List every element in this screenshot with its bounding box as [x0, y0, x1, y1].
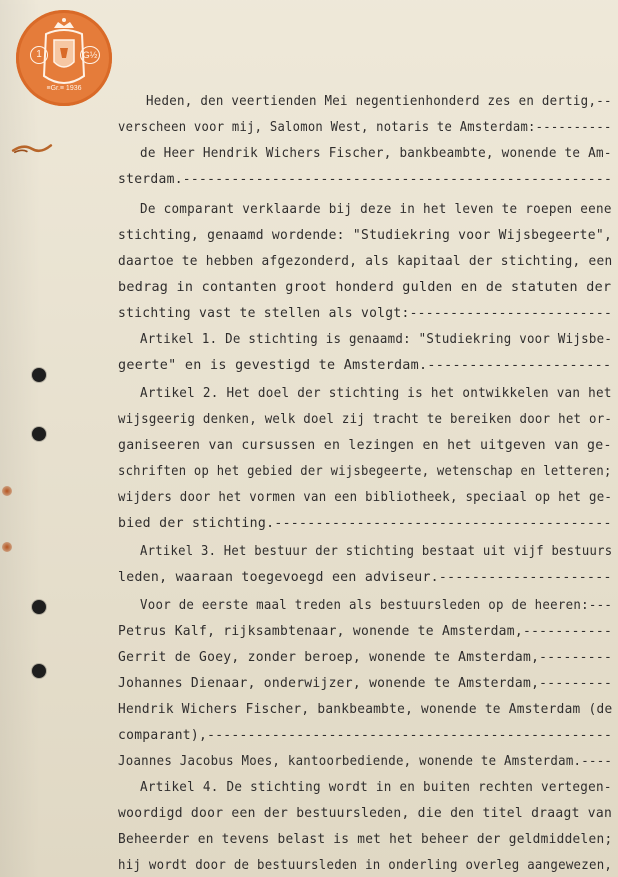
- punch-hole: [32, 664, 46, 678]
- binding-string: [8, 142, 56, 154]
- text-line: ganiseeren van cursussen en lezingen en het uitgeven van ge-: [118, 438, 612, 453]
- rust-stain: [2, 486, 12, 496]
- stamp-currency: G½: [80, 46, 100, 64]
- text-line: bedrag in contanten groot honderd gulden en de statuten der: [118, 280, 612, 295]
- text-line: daartoe te hebben afgezonderd, als kapitaal der stichting, een: [118, 254, 613, 269]
- text-line: woordigd door een der bestuursleden, die den titel draagt van: [118, 806, 613, 821]
- text-line: geerte" en is gevestigd te Amsterdam.----------------------: [118, 358, 612, 373]
- text-line: verscheen voor mij, Salomon West, notaris te Amsterdam:----------: [118, 120, 612, 135]
- text-line: stichting vast te stellen als volgt:-------------------------: [118, 306, 613, 321]
- text-line: bied der stichting.-----------------------------------------: [118, 516, 612, 531]
- text-line: hij wordt door de bestuursleden in onderling overleg aangewezen,: [118, 858, 613, 873]
- text-line: sterdam.-----------------------------------------------------: [118, 172, 613, 187]
- stamp-footer: ≡Gr.≡ 1936: [46, 85, 82, 92]
- text-line: Beheerder en tevens belast is met het beheer der geldmiddelen;: [118, 832, 613, 847]
- text-line: stichting, genaamd wordende: "Studiekring voor Wijsbegeerte",: [118, 228, 613, 243]
- text-line: comparant),--------------------------------------------------: [118, 728, 613, 743]
- text-line: Artikel 3. Het bestuur der stichting bestaat uit vijf bestuurs: [140, 544, 613, 559]
- tax-stamp: [16, 10, 112, 106]
- text-line: Hendrik Wichers Fischer, bankbeambte, wonende te Amsterdam (de: [118, 702, 613, 717]
- text-line: De comparant verklaarde bij deze in het leven te roepen eene: [140, 202, 612, 217]
- text-line: de Heer Hendrik Wichers Fischer, bankbeambte, wonende te Am-: [140, 146, 612, 161]
- text-line: schriften op het gebied der wijsbegeerte, wetenschap en letteren;: [118, 464, 612, 479]
- stamp-value: 1: [30, 46, 48, 64]
- text-line: Voor de eerste maal treden als bestuursleden op de heeren:---: [140, 598, 613, 613]
- text-line: wijsgeerig denken, welk doel zij tracht te bereiken door het or-: [118, 412, 613, 427]
- punch-hole: [32, 600, 46, 614]
- text-line: Heden, den veertienden Mei negentienhonderd zes en dertig,--: [146, 94, 612, 109]
- rust-stain: [2, 542, 12, 552]
- punch-hole: [32, 368, 46, 382]
- text-line: Gerrit de Goey, zonder beroep, wonende te Amsterdam,---------: [118, 650, 613, 665]
- punch-hole: [32, 427, 46, 441]
- text-line: Johannes Dienaar, onderwijzer, wonende te Amsterdam,---------: [118, 676, 613, 691]
- text-line: Joannes Jacobus Moes, kantoorbediende, wonende te Amsterdam.----: [118, 754, 613, 769]
- text-line: Artikel 2. Het doel der stichting is het ontwikkelen van het: [140, 386, 612, 401]
- text-line: Artikel 1. De stichting is genaamd: "Studiekring voor Wijsbe-: [140, 332, 613, 347]
- text-line: wijders door het vormen van een bibliotheek, speciaal op het ge-: [118, 490, 613, 505]
- text-line: leden, waaraan toegevoegd een adviseur.---------------------: [118, 570, 612, 585]
- text-line: Artikel 4. De stichting wordt in en buiten rechten vertegen-: [140, 780, 612, 795]
- text-line: Petrus Kalf, rijksambtenaar, wonende te Amsterdam,-----------: [118, 624, 613, 639]
